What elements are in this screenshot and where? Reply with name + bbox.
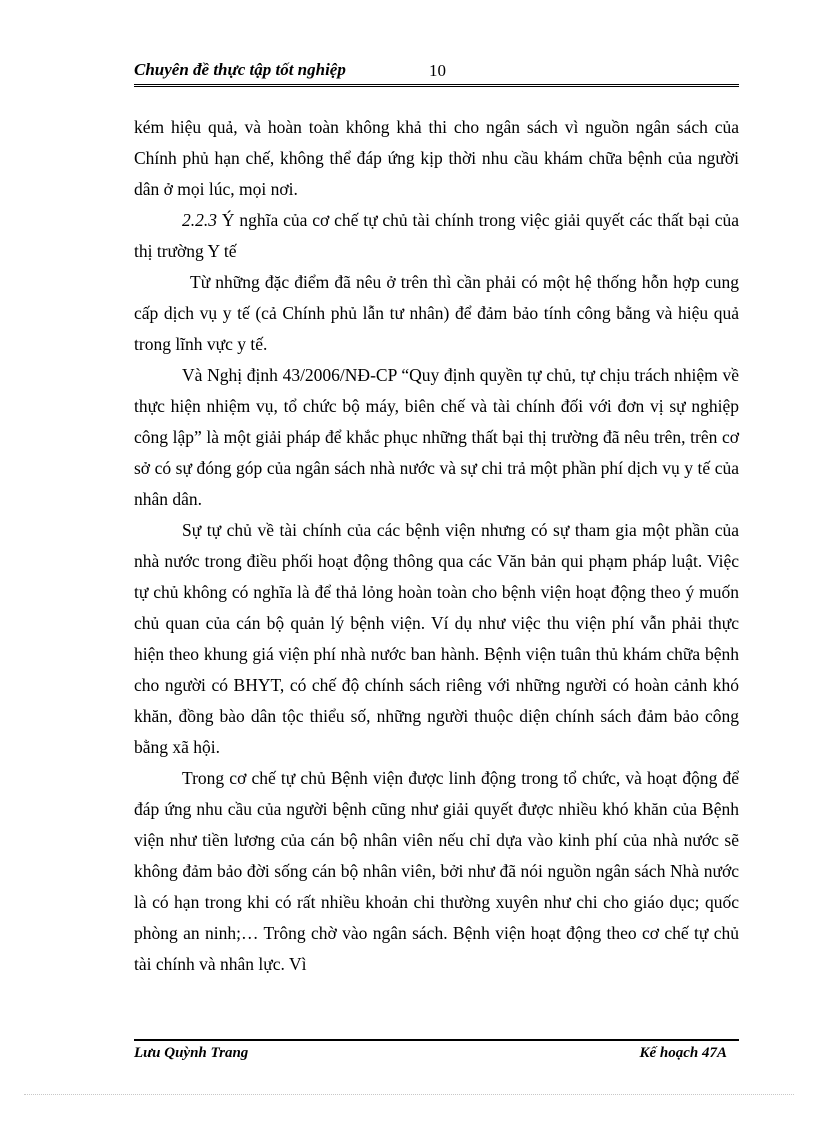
document-body [134,112,739,980]
page-number: 10 [429,61,446,80]
paragraph-financial-autonomy: Sự tự chủ về tài chính của các bệnh viện nhưng có sự tham gia một phần của nhà nước trong điều phối hoạt động thông qua các Văn bản qui phạm pháp luật. Việc tự chủ không có nghĩa là để thả lỏng hoàn toàn cho bệnh viện hoạt động theo ý muốn chủ quan của cán bộ quản lý bệnh viện. Ví dụ như việc thu viện phí vẫn phải thực hiện theo khung giá viện phí nhà nước ban hành. Bệnh viện tuân thủ khám chữa bệnh cho người có BHYT, có chế độ chính sách riêng với những người có hoàn cảnh khó khăn, đồng bào dân tộc thiểu số, những người thuộc diện chính sách đảm bảo công bằng xã hội. [134,520,739,757]
page-footer [134,1039,739,1073]
page-bottom-edge [24,1094,794,1095]
header-divider [134,84,739,87]
footer-divider [134,1039,739,1041]
section-heading [134,205,739,267]
section-number: 2.2.3 [182,210,217,230]
footer-class: Kế hoạch 47A [639,1045,727,1061]
section-title: Ý nghĩa của cơ chế tự chủ tài chính trong việc giải quyết các thất bại của thị trường Y tế [134,210,739,261]
paragraph-hybrid-system: Từ những đặc điểm đã nêu ở trên thì cần phải có một hệ thống hỗn hợp cung cấp dịch vụ y tế (cả Chính phủ lẫn tư nhân) để đảm bảo tính công bằng và hiệu quả trong lĩnh vực y tế. [134,272,739,354]
footer-author: Lưu Quỳnh Trang [134,1045,249,1061]
paragraph-autonomy-mechanism: Trong cơ chế tự chủ Bệnh viện được linh động trong tổ chức, và hoạt động để đáp ứng nhu cầu của người bệnh cũng như giải quyết được nhiều khó khăn của Bệnh viện như tiền lương của cán bộ nhân viên nếu chỉ dựa vào kinh phí của nhà nước sẽ không đảm bảo đời sống cán bộ nhân viên, bởi như đã nói nguồn ngân sách Nhà nước là có hạn trong khi có rất nhiều khoản chi thường xuyên như chi cho giáo dục; quốc phòng an ninh;… Trông chờ vào ngân sách. Bệnh viện hoạt động theo cơ chế tự chủ tài chính và nhân lực. Vì [134,768,739,974]
header-title: Chuyên đề thực tập tốt nghiệp [134,60,346,79]
page-header [134,58,739,88]
paragraph-decree: Và Nghị định 43/2006/NĐ-CP “Quy định quyền tự chủ, tự chịu trách nhiệm về thực hiện nhiệm vụ, tổ chức bộ máy, biên chế và tài chính đối với đơn vị sự nghiệp công lập” là một giải pháp để khắc phục những thất bại thị trường đã nêu trên, trên cơ sở có sự đóng góp của ngân sách nhà nước và sự chi trả một phần phí dịch vụ y tế của nhân dân. [134,365,739,509]
paragraph-continuation: kém hiệu quả, và hoàn toàn không khả thi cho ngân sách vì nguồn ngân sách của Chính phủ hạn chế, không thể đáp ứng kịp thời nhu cầu khám chữa bệnh của người dân ở mọi lúc, mọi nơi. [134,117,739,199]
